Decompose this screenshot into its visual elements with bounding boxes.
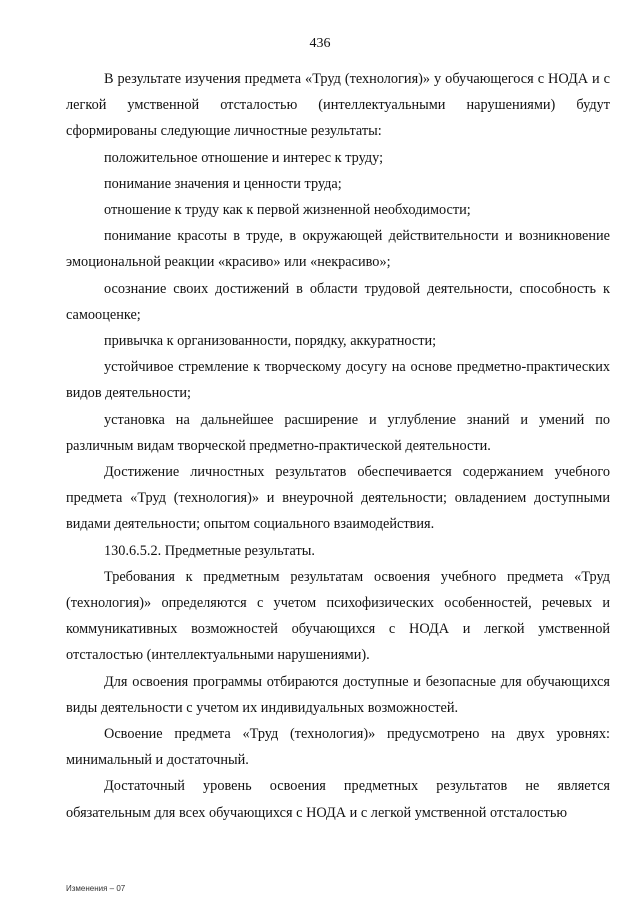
list-item: положительное отношение и интерес к труду; (104, 149, 384, 166)
document-body (66, 66, 610, 826)
list-item: понимание значения и ценности труда; (104, 175, 342, 192)
paragraph: Для освоения программы отбираются доступные и безопасные для обучающихся виды деятельности с учетом их индивидуальных возможностей. (66, 673, 610, 716)
paragraph: В результате изучения предмета «Труд (технология)» у обучающегося с НОДА и с легкой умственной отсталостью (интеллектуальными нарушениями) будут сформированы следующие личностные результаты: (66, 71, 610, 140)
list-item: устойчивое стремление к творческому досугу на основе предметно-практических видов деятельности; (66, 359, 610, 402)
paragraph: Достижение личностных результатов обеспечивается содержанием учебного предмета «Труд (технология)» и внеурочной деятельности; овладением доступными видами деятельности; опытом социального взаимодействия. (66, 464, 610, 533)
list-item: осознание своих достижений в области трудовой деятельности, способность к самооценке; (66, 280, 610, 323)
page-number: 436 (309, 36, 331, 51)
paragraph: Освоение предмета «Труд (технология)» предусмотрено на двух уровнях: минимальный и достаточный. (66, 726, 610, 769)
list-item: отношение к труду как к первой жизненной необходимости; (104, 202, 471, 219)
paragraph: Достаточный уровень освоения предметных результатов не является обязательным для всех обучающихся с НОДА и с легкой умственной отсталостью (66, 778, 610, 821)
section-heading: 130.6.5.2. Предметные результаты. (104, 542, 315, 559)
list-item: понимание красоты в труде, в окружающей действительности и возникновение эмоциональной реакции «красиво» или «некрасиво»; (66, 228, 610, 271)
footer-note: Изменения – 07 (66, 884, 126, 893)
list-item: установка на дальнейшее расширение и углубление знаний и умений по различным видам творческой предметно-практической деятельности. (66, 411, 610, 454)
paragraph: Требования к предметным результатам освоения учебного предмета «Труд (технология)» определяются с учетом психофизических особенностей, речевых и коммуникативных возможностей обучающихся с НОДА и легкой умственной отсталостью (интеллектуальными нарушениями). (66, 568, 610, 664)
list-item: привычка к организованности, порядку, аккуратности; (104, 333, 437, 350)
